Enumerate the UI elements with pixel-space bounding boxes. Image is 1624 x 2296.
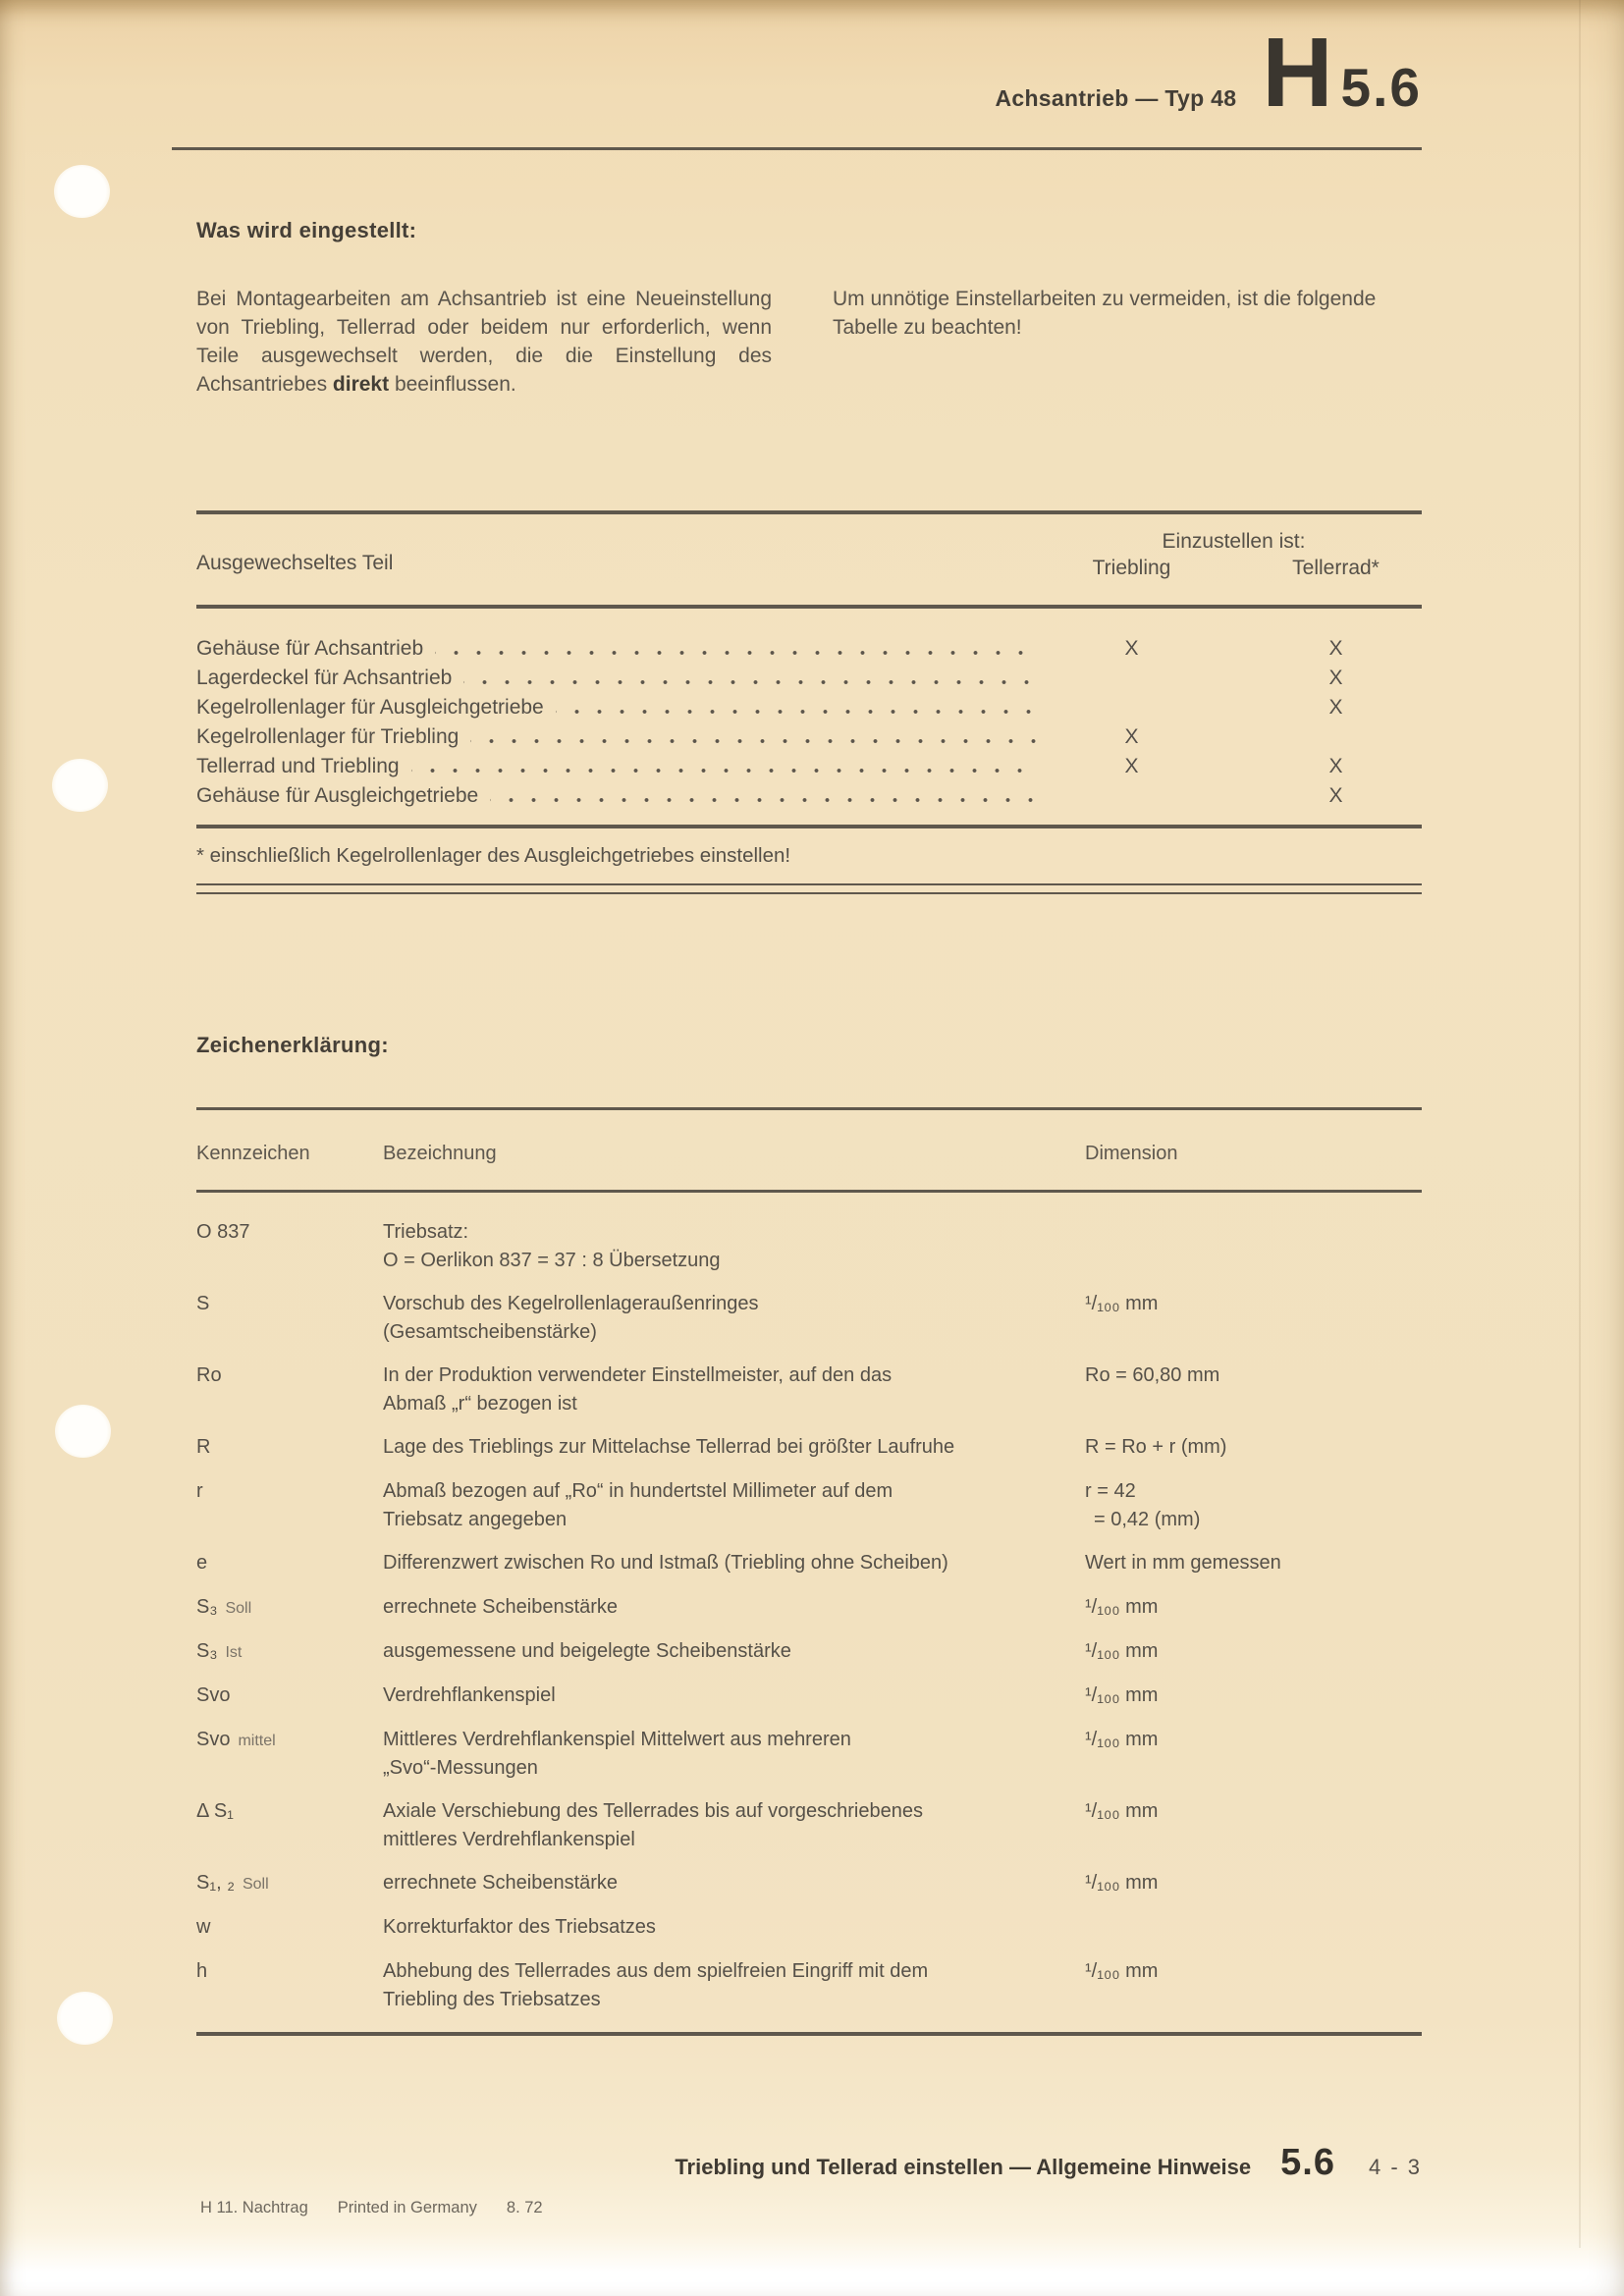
column-header-bezeichnung: Bezeichnung <box>383 1143 497 1164</box>
description-line: O = Oerlikon 837 = 37 : 8 Übersetzung <box>383 1250 721 1271</box>
intro-left-paragraph <box>196 285 772 399</box>
column-header-part: Ausgewechseltes Teil <box>196 552 394 574</box>
parts-table <box>196 510 1422 894</box>
legend-row <box>196 1362 1422 1418</box>
symbol: O 837 <box>196 1221 250 1243</box>
symbol-cell <box>196 1726 383 1783</box>
dimension-cell <box>1075 1637 1422 1667</box>
adjust-header-group <box>1046 530 1422 580</box>
dimension-cell <box>1075 1477 1422 1534</box>
symbol-cell <box>196 1433 383 1463</box>
footer-section-number: 5.6 <box>1280 2142 1335 2183</box>
description-cell <box>383 1290 1075 1347</box>
symbol-cell <box>196 1362 383 1418</box>
column-header-kennzeichen: Kennzeichen <box>196 1143 310 1164</box>
symbol-cell <box>196 1637 383 1667</box>
description-cell <box>383 1913 1075 1943</box>
symbol-cell <box>196 1682 383 1711</box>
symbol-suffix: mittel <box>238 1733 276 1749</box>
symbol: R <box>196 1436 211 1458</box>
dot-leader <box>435 634 1040 664</box>
legend-body <box>196 1193 1422 2014</box>
column-header-dimension: Dimension <box>1085 1143 1178 1164</box>
legend-row <box>196 1477 1422 1534</box>
symbol: w <box>196 1916 211 1938</box>
intro-columns <box>196 285 1422 399</box>
dimension-cell <box>1075 1593 1422 1623</box>
symbol: Δ S₁ <box>196 1800 234 1822</box>
mark-triebling <box>1046 693 1218 722</box>
dimension-cell <box>1075 1869 1422 1898</box>
symbol-cell <box>196 1593 383 1623</box>
legend-row <box>196 1913 1422 1943</box>
symbol-cell <box>196 1477 383 1534</box>
symbol-cell <box>196 1218 383 1275</box>
mark-triebling <box>1046 664 1218 693</box>
part-name: Gehäuse für Ausgleichgetriebe <box>196 784 479 807</box>
mark-tellerrad: X <box>1328 667 1343 689</box>
description-line: Abmaß „r“ bezogen ist <box>383 1393 577 1415</box>
mark-tellerrad: X <box>1328 696 1343 719</box>
mark-tellerrad: X <box>1328 755 1343 777</box>
description-line: (Gesamtscheibenstärke) <box>383 1321 597 1343</box>
symbol-suffix: Soll <box>225 1600 252 1617</box>
dot-leader <box>470 722 1040 752</box>
legend-row <box>196 1726 1422 1783</box>
dimension-line: ¹/₁₀₀ mm <box>1085 1596 1159 1618</box>
table-row <box>196 722 1422 752</box>
part-name: Kegelrollenlager für Triebling <box>196 725 460 748</box>
dimension-line: r = 42 <box>1085 1480 1136 1502</box>
imprint-line <box>200 2199 572 2217</box>
legend-row <box>196 1549 1422 1578</box>
intro-left-text-after: beeinflussen. <box>394 373 516 396</box>
table-row <box>196 693 1422 722</box>
description-cell <box>383 1637 1075 1667</box>
parts-table-header <box>196 514 1422 605</box>
imprint-supplement: H 11. Nachtrag <box>200 2199 308 2216</box>
dimension-line: Wert in mm gemessen <box>1085 1552 1281 1574</box>
legend-row <box>196 1433 1422 1463</box>
legend-row <box>196 1682 1422 1711</box>
description-line: Korrekturfaktor des Triebsatzes <box>383 1916 656 1938</box>
imprint-date: 8. 72 <box>506 2199 543 2216</box>
symbol-cell <box>196 1869 383 1898</box>
column-header-tellerrad: Tellerrad* <box>1292 557 1380 579</box>
symbol-cell <box>196 1797 383 1854</box>
legend-row <box>196 1637 1422 1667</box>
intro-right-paragraph: Um unnötige Einstellarbeiten zu vermeiden, ist die folgende Tabelle zu beachten! <box>833 288 1377 339</box>
symbol: Ro <box>196 1364 222 1386</box>
dot-leader <box>411 752 1040 781</box>
legend-rule-bottom <box>196 2032 1422 2036</box>
symbol: S₃ <box>196 1640 218 1662</box>
footer-title: Triebling und Tellerad einstellen — Allgemeine Hinweise <box>675 2155 1252 2179</box>
dimension-line: ¹/₁₀₀ mm <box>1085 1640 1159 1662</box>
part-name: Tellerrad und Triebling <box>196 755 400 777</box>
dimension-cell <box>1075 1797 1422 1854</box>
parts-table-body <box>196 609 1422 825</box>
symbol-cell <box>196 1549 383 1578</box>
legend-header <box>196 1110 1422 1168</box>
dimension-cell <box>1075 1362 1422 1418</box>
dimension-line: ¹/₁₀₀ mm <box>1085 1729 1159 1750</box>
scan-edge-line <box>1579 0 1581 2248</box>
description-line: ausgemessene und beigelegte Scheibenstärke <box>383 1640 791 1662</box>
description-line: Triebsatz angegeben <box>383 1509 568 1530</box>
symbol: S₃ <box>196 1596 218 1618</box>
symbol-suffix: Soll <box>242 1876 269 1893</box>
imprint-printed: Printed in Germany <box>337 2199 477 2216</box>
heading-was-wird-eingestellt: Was wird eingestellt: <box>196 218 417 242</box>
dimension-line: ¹/₁₀₀ mm <box>1085 1800 1159 1822</box>
description-cell <box>383 1477 1075 1534</box>
punch-hole <box>55 1405 111 1458</box>
dimension-cell <box>1075 1549 1422 1578</box>
symbol: r <box>196 1480 203 1502</box>
part-name: Lagerdeckel für Achsantrieb <box>196 667 453 689</box>
table-row <box>196 634 1422 664</box>
symbol-suffix: Ist <box>225 1644 243 1661</box>
mark-triebling: X <box>1124 755 1139 777</box>
table-row <box>196 664 1422 693</box>
dimension-cell <box>1075 1290 1422 1347</box>
description-line: Axiale Verschiebung des Tellerrades bis auf vorgeschriebenes <box>383 1800 923 1822</box>
section-code-number: 5.6 <box>1340 57 1422 118</box>
mark-tellerrad: X <box>1328 637 1343 660</box>
punch-hole <box>52 759 108 812</box>
part-name: Kegelrollenlager für Ausgleichgetriebe <box>196 696 544 719</box>
mark-tellerrad <box>1250 722 1422 752</box>
dimension-line: ¹/₁₀₀ mm <box>1085 1872 1159 1894</box>
description-cell <box>383 1957 1075 2014</box>
symbol: S <box>196 1293 210 1314</box>
mark-tellerrad: X <box>1328 784 1343 807</box>
description-cell <box>383 1218 1075 1275</box>
dot-leader <box>556 693 1040 722</box>
doc-reference: Achsantrieb — Typ 48 <box>995 85 1237 111</box>
dimension-cell <box>1075 1682 1422 1711</box>
dimension-line: ¹/₁₀₀ mm <box>1085 1293 1159 1314</box>
table-rule-double <box>196 883 1422 894</box>
dot-leader <box>463 664 1040 693</box>
legend-row <box>196 1869 1422 1898</box>
description-cell <box>383 1682 1075 1711</box>
legend-row <box>196 1290 1422 1347</box>
page-header <box>0 18 1422 128</box>
description-cell <box>383 1797 1075 1854</box>
description-line: errechnete Scheibenstärke <box>383 1596 619 1618</box>
legend-table <box>196 1107 1422 2036</box>
dimension-line: ¹/₁₀₀ mm <box>1085 1960 1159 1982</box>
symbol: h <box>196 1960 208 1982</box>
mark-triebling: X <box>1124 725 1139 748</box>
description-line: Vorschub des Kegelrollenlageraußenringes <box>383 1293 759 1314</box>
symbol-cell <box>196 1957 383 2014</box>
dimension-cell <box>1075 1218 1422 1275</box>
description-line: In der Produktion verwendeter Einstellmeister, auf den das <box>383 1364 893 1386</box>
legend-row <box>196 1218 1422 1275</box>
symbol-cell <box>196 1290 383 1347</box>
description-line: Triebsatz: <box>383 1221 469 1243</box>
heading-zeichenerklaerung: Zeichenerklärung: <box>196 1033 389 1057</box>
legend-row <box>196 1797 1422 1854</box>
description-line: Triebling des Triebsatzes <box>383 1989 601 2010</box>
dimension-line: = 0,42 (mm) <box>1094 1509 1201 1530</box>
intro-bold-word: direkt <box>332 373 390 396</box>
adjust-subcolumns <box>1046 557 1422 580</box>
description-cell <box>383 1549 1075 1578</box>
symbol: S₁, ₂ <box>196 1872 235 1894</box>
dot-leader <box>490 781 1040 811</box>
mark-triebling <box>1046 781 1218 811</box>
description-line: „Svo“-Messungen <box>383 1757 538 1779</box>
page-footer <box>196 2142 1422 2184</box>
description-line: Lage des Trieblings zur Mittelachse Tellerrad bei größter Laufruhe <box>383 1436 955 1458</box>
mark-triebling: X <box>1124 637 1139 660</box>
header-rule <box>172 147 1422 150</box>
intro-left-text: Bei Montagearbeiten am Achsantrieb ist eine Neueinstellung von Triebling, Tellerrad oder beidem nur erforderlich, wenn Teile ausgewechselt werden, die die Einstellung des Achsantriebes <box>196 288 772 396</box>
punch-hole <box>54 165 110 218</box>
footer-page-number: 4 - 3 <box>1368 2155 1422 2179</box>
description-cell <box>383 1869 1075 1898</box>
description-line: Verdrehflankenspiel <box>383 1684 556 1706</box>
legend-row <box>196 1957 1422 2014</box>
description-cell <box>383 1362 1075 1418</box>
description-line: Differenzwert zwischen Ro und Istmaß (Triebling ohne Scheiben) <box>383 1552 948 1574</box>
table-rule-bottom <box>196 825 1422 828</box>
description-cell <box>383 1433 1075 1463</box>
symbol: e <box>196 1552 208 1574</box>
dimension-cell <box>1075 1433 1422 1463</box>
symbol: Svo <box>196 1684 231 1706</box>
punch-hole <box>57 1992 113 2045</box>
description-cell <box>383 1593 1075 1623</box>
description-cell <box>383 1726 1075 1783</box>
dimension-line: ¹/₁₀₀ mm <box>1085 1684 1159 1706</box>
symbol-cell <box>196 1913 383 1943</box>
dimension-line: R = Ro + r (mm) <box>1085 1436 1227 1458</box>
legend-row <box>196 1593 1422 1623</box>
dimension-line: Ro = 60,80 mm <box>1085 1364 1220 1386</box>
description-line: Abmaß bezogen auf „Ro“ in hundertstel Millimeter auf dem <box>383 1480 893 1502</box>
description-line: errechnete Scheibenstärke <box>383 1872 619 1894</box>
symbol: Svo <box>196 1729 231 1750</box>
table-footnote: * einschließlich Kegelrollenlager des Ausgleichgetriebes einstellen! <box>196 844 791 867</box>
table-row <box>196 781 1422 811</box>
table-row <box>196 752 1422 781</box>
column-header-triebling: Triebling <box>1092 557 1171 579</box>
description-line: mittleres Verdrehflankenspiel <box>383 1829 635 1850</box>
section-code-letter: H <box>1262 18 1333 128</box>
column-header-einzustellen: Einzustellen ist: <box>1162 530 1306 553</box>
dimension-cell <box>1075 1957 1422 2014</box>
dimension-cell <box>1075 1913 1422 1943</box>
dimension-cell <box>1075 1726 1422 1783</box>
part-name: Gehäuse für Achsantrieb <box>196 637 424 660</box>
description-line: Abhebung des Tellerrades aus dem spielfreien Eingriff mit dem <box>383 1960 929 1982</box>
description-line: Mittleres Verdrehflankenspiel Mittelwert aus mehreren <box>383 1729 851 1750</box>
